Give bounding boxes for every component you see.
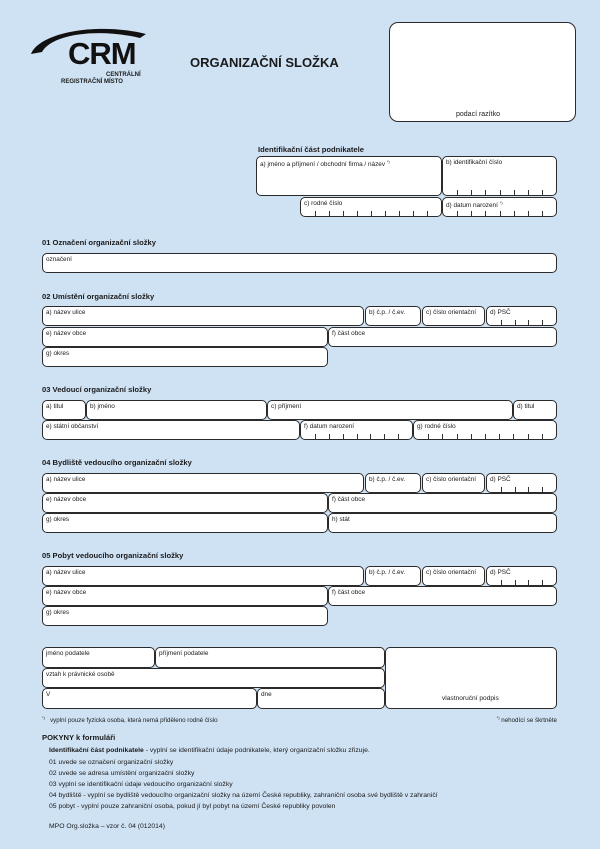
s04-obec-field[interactable] [42,493,328,513]
comb-tick [501,487,502,492]
comb-tick [515,320,516,325]
footnote-right-text: nehodící se škrtněte [501,717,557,725]
filer-date-field[interactable] [257,688,385,709]
s03-e-label: e) státní občanství [46,423,99,430]
comb-tick [384,434,385,439]
s02-b-label: b) č.p. / č.ev. [369,309,406,316]
instruction-item: 02 uvede se adresa umístění organizační složky [49,770,195,777]
s05-cast-field[interactable] [328,586,557,606]
s02-okres-field[interactable] [42,347,328,367]
comb-tick [413,211,414,216]
s03-citizenship-field[interactable] [42,420,300,440]
s03-dob-field[interactable] [300,420,413,440]
filer-date-label: dne [261,691,272,698]
s01-heading: 01 Označení organizační složky [42,238,156,247]
comb-tick [542,434,543,439]
comb-tick [357,211,358,216]
comb-tick [485,211,486,216]
comb-tick [442,434,443,439]
s04-co-field[interactable] [422,473,485,493]
instruction-item: 01 uvede se označení organizační složky [49,759,174,766]
s04-h-label: h) stát [332,516,350,523]
s02-obec-field[interactable] [42,327,328,347]
comb-tick [514,190,515,195]
stamp-label: podací razítko [456,111,500,118]
comb-tick [542,487,543,492]
stamp-box[interactable] [389,22,576,122]
s04-a-label: a) název ulice [46,476,86,483]
filer-place-label: V [46,691,51,698]
s02-a-label: a) název ulice [46,309,86,316]
s01-designation-field[interactable] [42,253,557,273]
s03-c-label: c) příjmení [271,403,302,410]
s05-obec-field[interactable] [42,586,328,606]
s04-f-label: f) část obce [332,496,366,503]
comb-tick [542,320,543,325]
comb-tick [528,580,529,585]
comb-tick [513,434,514,439]
s05-street-field[interactable] [42,566,364,586]
comb-tick [398,434,399,439]
s04-heading: 04 Bydliště vedoucího organizační složky [42,458,192,467]
filer-relation-field[interactable] [42,668,385,688]
comb-tick [500,190,501,195]
s02-d-label: d) PSČ [490,309,511,316]
ident-d-label: d) datum narození [446,202,498,210]
s05-b-label: b) č.p. / č.ev. [369,569,406,576]
s02-c-label: c) číslo orientační [426,309,477,316]
s04-stat-field[interactable] [328,513,557,533]
s03-heading: 03 Vedoucí organizační složky [42,385,152,394]
field-comb [487,486,556,492]
s02-cp-field[interactable] [365,306,421,326]
s05-f-label: f) část obce [332,589,366,596]
s02-psc-field[interactable] [486,306,557,326]
instruction-item: 04 bydliště - vyplní se bydliště vedoucího organizační složky na území České republiky, zahraniční osoba své bydliště v zahraničí [49,792,438,799]
s04-cp-field[interactable] [365,473,421,493]
ident-b-label: b) identifikační číslo [446,159,503,166]
s04-d-label: d) PSČ [490,476,511,483]
s02-co-field[interactable] [422,306,485,326]
s03-firstname-field[interactable] [86,400,267,420]
comb-tick [501,580,502,585]
ident-rc-field[interactable] [300,197,442,217]
filer-relation-label: vztah k právnické osobě [46,671,115,678]
comb-tick [370,434,371,439]
s05-c-label: c) číslo orientační [426,569,477,576]
logo-line1: CENTRÁLNÍ [106,72,141,78]
form-code: MPO Org.složka – vzor č. 04 (012014) [49,823,165,830]
ident-a-mark: *) [386,159,390,164]
comb-tick [542,580,543,585]
footnote-mark1: *) [42,715,45,720]
comb-tick [528,434,529,439]
comb-tick [471,434,472,439]
comb-tick [515,580,516,585]
s04-street-field[interactable] [42,473,364,493]
comb-tick [528,190,529,195]
field-comb [443,210,556,216]
comb-tick [315,434,316,439]
s02-e-label: e) název obce [46,330,87,337]
s03-g-label: g) rodné číslo [417,423,456,430]
s03-f-label: f) datum narození [304,423,355,430]
s04-c-label: c) číslo orientační [426,476,477,483]
footnote-right [497,715,557,724]
s05-co-field[interactable] [422,566,485,586]
filer-last-label: příjmení podatele [159,650,209,657]
instruction-item: 03 vyplní se identifikační údaje vedoucího organizační složky [49,781,233,788]
field-comb [443,189,556,195]
filer-signature-field[interactable] [385,647,557,709]
s05-d-label: d) PSČ [490,569,511,576]
field-comb [301,433,412,439]
comb-tick [315,211,316,216]
ident-heading: Identifikační část podnikatele [258,145,364,154]
filer-signature-label: vlastnoruční podpis [442,695,499,702]
comb-tick [329,434,330,439]
comb-tick [515,487,516,492]
field-comb [487,579,556,585]
s03-lastname-field[interactable] [267,400,513,420]
ident-dob-field[interactable] [442,197,557,217]
comb-tick [343,434,344,439]
s05-e-label: e) název obce [46,589,87,596]
comb-tick [528,211,529,216]
s04-okres-field[interactable] [42,513,328,533]
comb-tick [528,320,529,325]
filer-lastname-field[interactable] [155,647,385,668]
s04-psc-field[interactable] [486,473,557,493]
footnote-mark2: *) [496,715,500,720]
comb-tick [514,211,515,216]
s03-rc-field[interactable] [413,420,557,440]
field-comb [414,433,556,439]
instructions-lead [49,747,370,754]
s05-heading: 05 Pobyt vedoucího organizační složky [42,551,184,560]
comb-tick [542,211,543,216]
field-comb [301,210,441,216]
ident-name-field[interactable] [256,156,442,196]
comb-tick [457,434,458,439]
ident-d-mark: *) [499,200,503,205]
s04-b-label: b) č.p. / č.ev. [369,476,406,483]
logo-line2: REGISTRAČNÍ MÍSTO [61,79,123,85]
filer-first-label: jméno podatele [46,650,90,657]
instructions-lead-bold: Identifikační část podnikatele [49,747,144,754]
s04-g-label: g) okres [46,516,70,523]
comb-tick [485,434,486,439]
logo-letters: CRM [68,36,136,71]
field-comb [487,319,556,325]
s03-a-label: a) titul [46,403,64,410]
comb-tick [385,211,386,216]
s05-cp-field[interactable] [365,566,421,586]
instructions-lead-rest: - vyplní se identifikační údaje podnikatele, který organizační složku zřizuje. [143,747,370,754]
comb-tick [427,211,428,216]
comb-tick [371,211,372,216]
comb-tick [500,211,501,216]
comb-tick [499,434,500,439]
s02-g-label: g) okres [46,350,70,357]
comb-tick [542,190,543,195]
filer-place-field[interactable] [42,688,257,709]
comb-tick [471,190,472,195]
comb-tick [399,211,400,216]
comb-tick [471,211,472,216]
footnote-left [42,715,218,724]
s03-title-before-field[interactable] [42,400,86,420]
s02-cast-field[interactable] [328,327,557,347]
comb-tick [501,320,502,325]
s02-heading: 02 Umístění organizační složky [42,292,155,301]
comb-tick [485,190,486,195]
filer-firstname-field[interactable] [42,647,155,668]
ident-ico-field[interactable] [442,156,557,196]
s01-f1-label: označení [46,256,72,263]
comb-tick [329,211,330,216]
ident-c-label: c) rodné číslo [304,200,343,207]
comb-tick [428,434,429,439]
s04-cast-field[interactable] [328,493,557,513]
comb-tick [357,434,358,439]
s04-e-label: e) název obce [46,496,87,503]
s03-b-label: b) jméno [90,403,115,410]
comb-tick [343,211,344,216]
s03-title-after-field[interactable] [513,400,557,420]
comb-tick [457,211,458,216]
s02-street-field[interactable] [42,306,364,326]
comb-tick [457,190,458,195]
s05-psc-field[interactable] [486,566,557,586]
instructions-title: POKYNY k formuláři [42,733,116,742]
ident-a-label: a) jméno a příjmení / obchodní firma / název [260,161,386,169]
instruction-item: 05 pobyt - vyplní pouze zahraniční osoba, pokud jí byl pobyt na území České republiky povolen [49,803,336,810]
comb-tick [528,487,529,492]
crm-logo [28,22,148,92]
form-title: ORGANIZAČNÍ SLOŽKA [190,55,339,70]
footnote-left-text: vyplní pouze fyzická osoba, která nemá přiděleno rodné číslo [50,717,218,725]
s03-d-label: d) titul [517,403,535,410]
s05-g-label: g) okres [46,609,70,616]
s05-a-label: a) název ulice [46,569,86,576]
s05-okres-field[interactable] [42,606,328,626]
s02-f-label: f) část obce [332,330,366,337]
